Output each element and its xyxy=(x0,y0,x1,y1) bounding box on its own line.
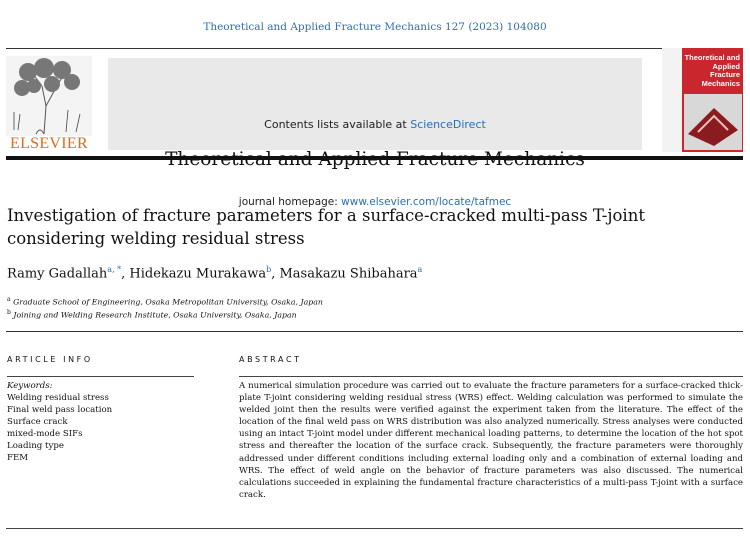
journal-cover-thumbnail[interactable] xyxy=(662,48,743,152)
keyword-item: mixed-mode SIFs xyxy=(7,429,83,439)
contents-prefix: Contents lists available at xyxy=(264,118,411,131)
article-info-divider xyxy=(7,376,194,377)
affiliation-text: Graduate School of Engineering, Osaka Metropolitan University, Osaka, Japan xyxy=(13,297,323,307)
author-affiliation-mark[interactable]: a, * xyxy=(107,265,122,274)
homepage-link[interactable]: www.elsevier.com/locate/tafmec xyxy=(341,196,512,208)
abstract-divider xyxy=(239,376,743,377)
contents-line xyxy=(108,118,642,131)
article-info-heading: ARTICLE INFO xyxy=(7,355,93,364)
keyword-item: Surface crack xyxy=(7,417,68,427)
publisher-logo-text[interactable]: ELSEVIER xyxy=(10,135,88,152)
keyword-item: Welding residual stress xyxy=(7,393,109,403)
sciencedirect-link[interactable]: ScienceDirect xyxy=(410,118,486,131)
affiliation xyxy=(7,296,323,307)
keyword-item: Loading type xyxy=(7,441,64,451)
article-title: Investigation of fracture parameters for a surface-cracked multi-pass T-joint considering welding residual stress xyxy=(7,206,645,248)
keyword-item: FEM xyxy=(7,453,29,463)
journal-header xyxy=(108,58,642,208)
keywords-list xyxy=(7,380,112,464)
affiliation-mark: a xyxy=(7,296,11,303)
author-name[interactable]: Hidekazu Murakawa xyxy=(129,266,267,282)
abstract-text: A numerical simulation procedure was carried out to evaluate the fracture parameters for a surface-cracked thick-plate T-joint considering welding residual stress (WRS) effect. Welding calculation was performed to simulate the welded joint then the results were verified against the experiment taken from the literature. The effect of the location of the final weld pass on WRS distribution was also analyzed numerically. Stress analyses were conducted using an intact T-joint model under different mechanical loading patterns, to determine the location of the hot spot stress and thereafter the location of the surface crack. Subsequently, the fracture parameters were thoroughly addressed under different conditions including external loading only and a combination of external loading and WRS. The effect of weld angle on the behavior of fracture parameters was also discussed. The numerical calculations succeeded in explaining the fundamental fracture characteristics of a multi-pass T-joint with a surface crack. xyxy=(239,381,743,500)
keywords-label: Keywords: xyxy=(7,381,53,391)
author-separator: , xyxy=(271,266,280,282)
affiliation xyxy=(7,309,297,320)
author-list xyxy=(7,265,422,281)
author-affiliation-mark[interactable]: a xyxy=(417,265,423,274)
author-name[interactable]: Ramy Gadallah xyxy=(7,266,108,282)
affiliation-mark: b xyxy=(7,309,11,316)
author-affiliation-mark[interactable]: b xyxy=(266,265,272,274)
cover-title: Theoretical and Applied Fracture Mechanics xyxy=(684,53,740,88)
journal-citation[interactable]: Theoretical and Applied Fracture Mechanics 127 (2023) 104080 xyxy=(203,21,547,33)
abstract-heading: ABSTRACT xyxy=(239,355,302,364)
keyword-item: Final weld pass location xyxy=(7,405,113,415)
top-divider xyxy=(6,48,743,49)
homepage-prefix: journal homepage: xyxy=(238,196,342,208)
section-divider xyxy=(6,331,743,332)
cover-image xyxy=(684,94,742,150)
bottom-divider xyxy=(6,528,743,529)
cover-spine xyxy=(662,48,682,152)
author-name[interactable]: Masakazu Shibahara xyxy=(279,266,418,282)
affiliation-text: Joining and Welding Research Institute, Osaka University, Osaka, Japan xyxy=(13,310,297,320)
author-separator: , xyxy=(121,266,130,282)
header-thick-divider xyxy=(6,156,743,160)
